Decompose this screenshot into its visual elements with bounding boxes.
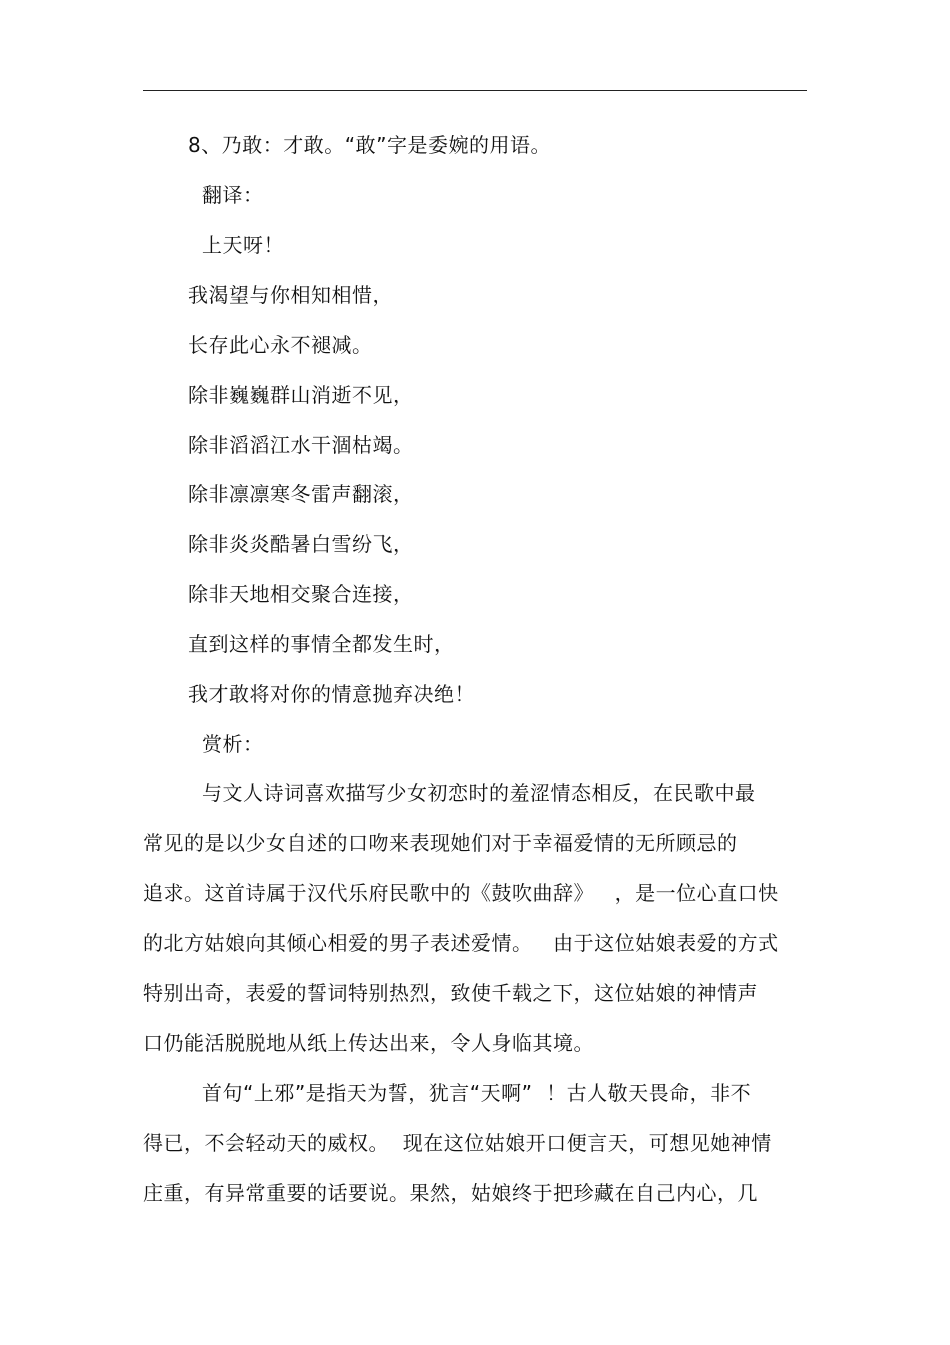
paragraph-line: 庄重，有异常重要的话要说。果然，姑娘终于把珍藏在自己内心，几 — [143, 1181, 758, 1205]
note-8: 8、乃敢：才敢。“敢”字是委婉的用语。 — [188, 133, 551, 157]
translation-line: 长存此心永不褪减。 — [188, 333, 373, 357]
translation-line: 除非凛凛寒冬雷声翻滚， — [188, 482, 414, 506]
translation-line: 直到这样的事情全都发生时， — [188, 632, 455, 656]
paragraph-line: 特别出奇，表爱的誓词特别热烈，致使千载之下，这位姑娘的神情声 — [143, 981, 758, 1005]
translation-line: 我渴望与你相知相惜， — [188, 283, 393, 307]
translation-line: 除非天地相交聚合连接， — [188, 582, 414, 606]
header-rule — [143, 90, 807, 91]
paragraph-line: 首句“上邪”是指天为誓，犹言“天啊” ！古人敬天畏命，非不 — [202, 1081, 752, 1105]
paragraph-line: 与文人诗词喜欢描写少女初恋时的羞涩情态相反，在民歌中最 — [202, 781, 756, 805]
paragraph-line: 常见的是以少女自述的口吻来表现她们对于幸福爱情的无所顾忌的 — [143, 831, 738, 855]
paragraph-line: 追求。这首诗属于汉代乐府民歌中的《鼓吹曲辞》 ，是一位心直口快 — [143, 881, 779, 905]
translation-line: 上天呀！ — [202, 233, 284, 257]
translation-heading: 翻译： — [202, 183, 264, 207]
paragraph-line: 口仍能活脱脱地从纸上传达出来，令人身临其境。 — [143, 1031, 594, 1055]
translation-line: 除非巍巍群山消逝不见， — [188, 383, 414, 407]
translation-line: 我才敢将对你的情意抛弃决绝！ — [188, 682, 475, 706]
appreciation-heading: 赏析： — [202, 732, 264, 756]
translation-line: 除非滔滔江水干涸枯竭。 — [188, 433, 414, 457]
paragraph-line: 的北方姑娘向其倾心相爱的男子表述爱情。 由于这位姑娘表爱的方式 — [143, 931, 779, 955]
translation-line: 除非炎炎酷暑白雪纷飞， — [188, 532, 414, 556]
paragraph-line: 得已，不会轻动天的威权。 现在这位姑娘开口便言天，可想见她神情 — [143, 1131, 772, 1155]
